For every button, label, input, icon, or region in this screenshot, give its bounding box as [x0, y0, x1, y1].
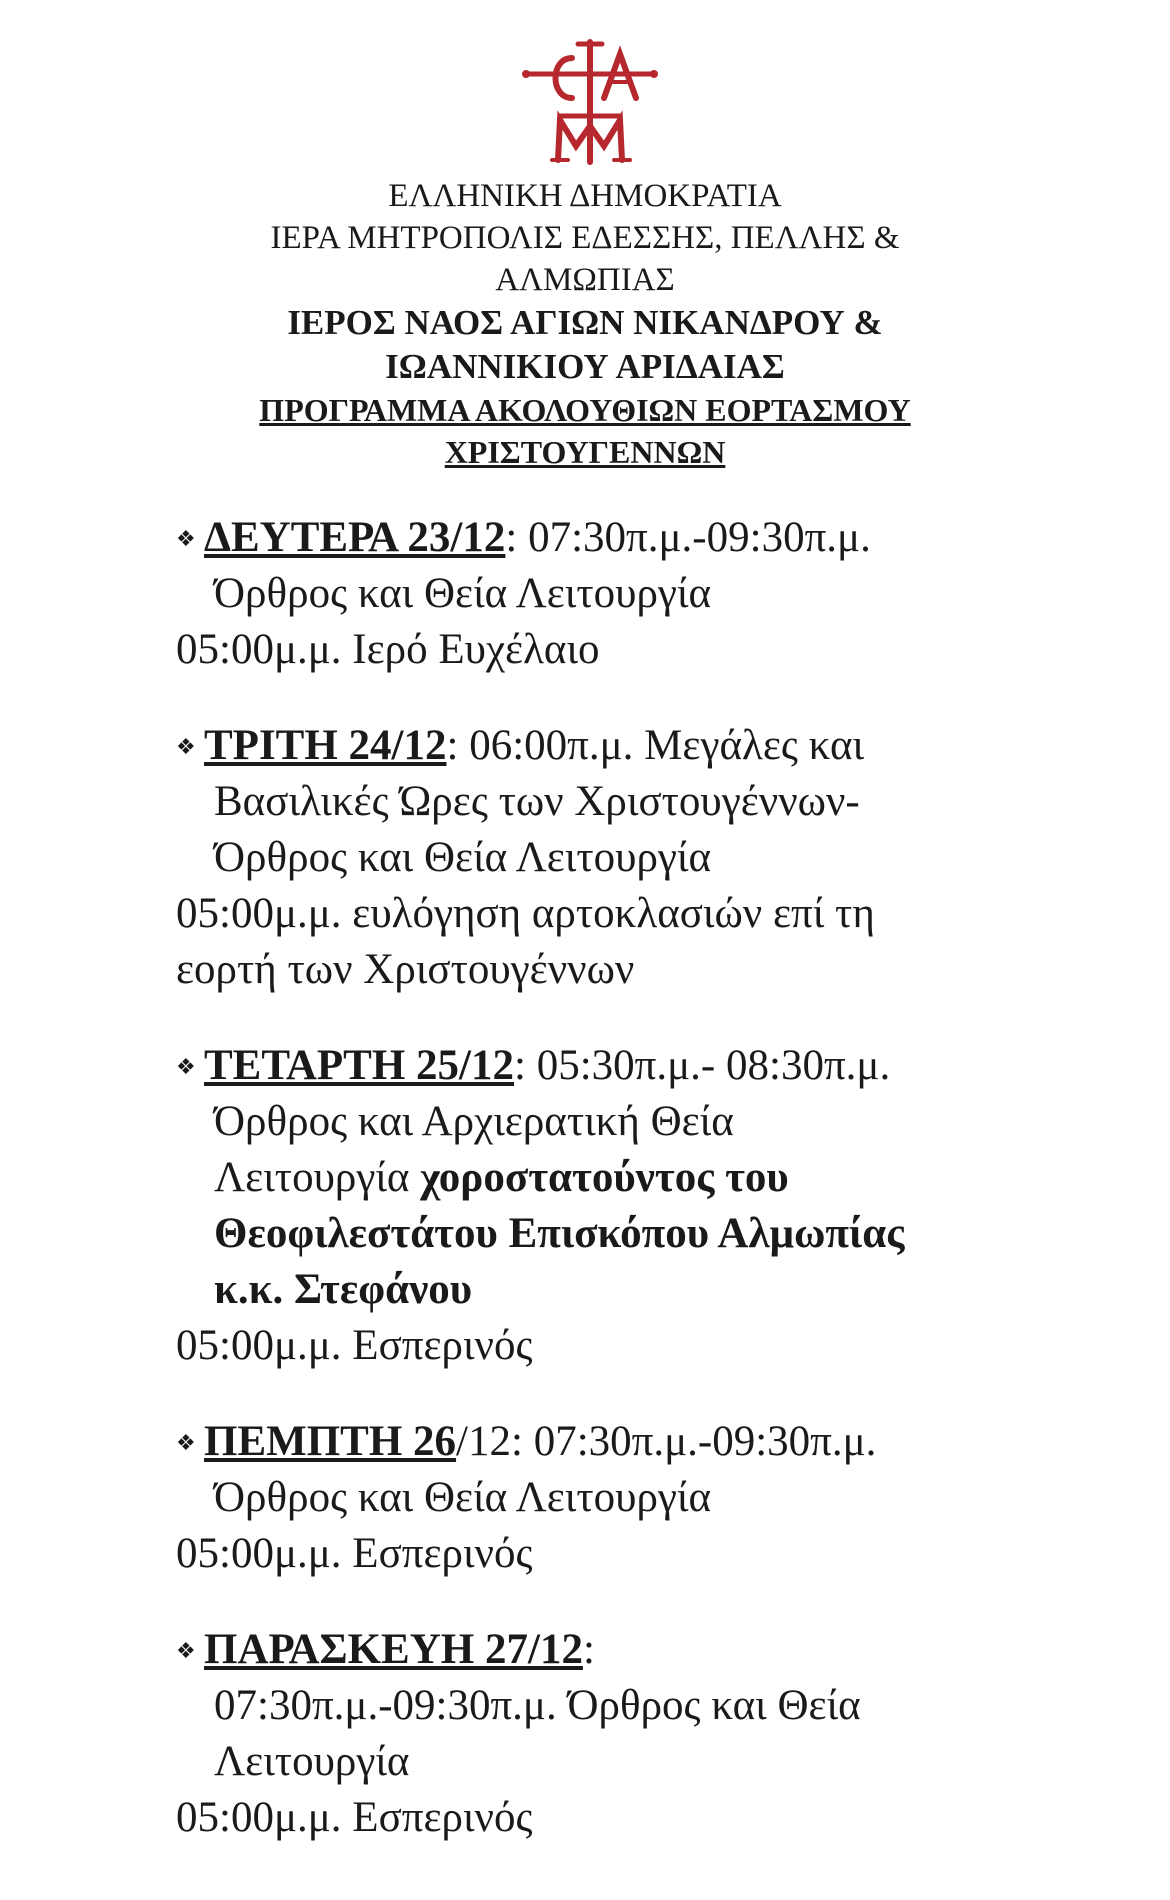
diamond-bullet-icon: ❖: [176, 1639, 196, 1664]
service-line: 05:00μ.μ. Ιερό Ευχέλαιο: [176, 626, 600, 673]
service-line: Όρθρος και Αρχιερατική Θεία: [214, 1098, 734, 1145]
day-entry-tuesday: [176, 718, 1026, 998]
service-line: 07:30π.μ.-09:30π.μ. Όρθρος και Θεία: [214, 1682, 861, 1729]
day-time: /12: 07:30π.μ.-09:30π.μ.: [456, 1418, 877, 1465]
day-entry-monday: [176, 510, 1026, 678]
service-line: 05:00μ.μ. ευλόγηση αρτοκλασιών επί τη: [176, 890, 875, 937]
day-entry-wednesday: [176, 1038, 1026, 1374]
diamond-bullet-icon: ❖: [176, 1055, 196, 1080]
header-country: ΕΛΛΗΝΙΚΗ ΔΗΜΟΚΡΑΤΙΑ: [388, 178, 782, 214]
service-line-bold: κ.κ. Στεφάνου: [214, 1266, 473, 1313]
service-line: Όρθρος και Θεία Λειτουργία: [214, 1474, 711, 1521]
service-schedule: [176, 510, 1026, 1886]
diamond-bullet-icon: ❖: [176, 527, 196, 552]
service-text-bold: χοροστατούντος του: [420, 1154, 789, 1201]
diamond-bullet-icon: ❖: [176, 1431, 196, 1456]
day-label: ΠΑΡΑΣΚΕΥΗ 27/12: [204, 1626, 583, 1673]
service-line: Λειτουργία: [214, 1738, 410, 1785]
service-line: Όρθρος και Θεία Λειτουργία: [214, 834, 711, 881]
document-header: [185, 175, 985, 473]
day-time: : 07:30π.μ.-09:30π.μ.: [505, 514, 871, 561]
diamond-bullet-icon: ❖: [176, 735, 196, 760]
day-time: :: [582, 1626, 595, 1673]
header-program-title-cont: ΧΡΙΣΤΟΥΓΕΝΝΩΝ: [444, 434, 726, 470]
service-line: εορτή των Χριστουγέννων: [176, 946, 635, 993]
day-time: : 06:00π.μ. Μεγάλες και: [446, 722, 865, 769]
service-line: Βασιλικές Ώρες των Χριστουγέννων-: [214, 778, 860, 825]
day-entry-friday: [176, 1622, 1026, 1846]
service-line: 05:00μ.μ. Εσπερινός: [176, 1530, 533, 1577]
header-metropolis: ΙΕΡΑ ΜΗΤΡΟΠΟΛΙΣ ΕΔΕΣΣΗΣ, ΠΕΛΛΗΣ &: [270, 220, 900, 256]
header-program-title: ΠΡΟΓΡΑΜΜΑ ΑΚΟΛΟΥΘΙΩΝ ΕΟΡΤΑΣΜΟΥ: [259, 392, 911, 428]
service-text: Λειτουργία: [214, 1154, 421, 1201]
day-label: ΤΡΙΤΗ 24/12: [204, 722, 447, 769]
day-time: : 05:30π.μ.- 08:30π.μ.: [514, 1042, 891, 1089]
day-label: ΤΕΤΑΡΤΗ 25/12: [204, 1042, 515, 1089]
service-line: Όρθρος και Θεία Λειτουργία: [214, 570, 711, 617]
service-line: 05:00μ.μ. Εσπερινός: [176, 1322, 533, 1369]
header-church: ΙΕΡΟΣ ΝΑΟΣ ΑΓΙΩΝ ΝΙΚΑΝΔΡΟΥ &: [287, 303, 883, 342]
service-line: 05:00μ.μ. Εσπερινός: [176, 1794, 533, 1841]
header-metropolis-cont: ΑΛΜΩΠΙΑΣ: [495, 262, 675, 298]
day-entry-thursday: [176, 1414, 1026, 1582]
header-church-cont: ΙΩΑΝΝΙΚΙΟΥ ΑΡΙΔΑΙΑΣ: [385, 347, 785, 386]
service-line-bold: Θεοφιλεστάτου Επισκόπου Αλμωπίας: [214, 1210, 905, 1257]
cross-monogram-logo: [520, 36, 660, 168]
day-label: ΠΕΜΠΤΗ 26: [204, 1418, 457, 1465]
day-label: ΔΕΥΤΕΡΑ 23/12: [204, 514, 506, 561]
service-line: [176, 1150, 1026, 1206]
